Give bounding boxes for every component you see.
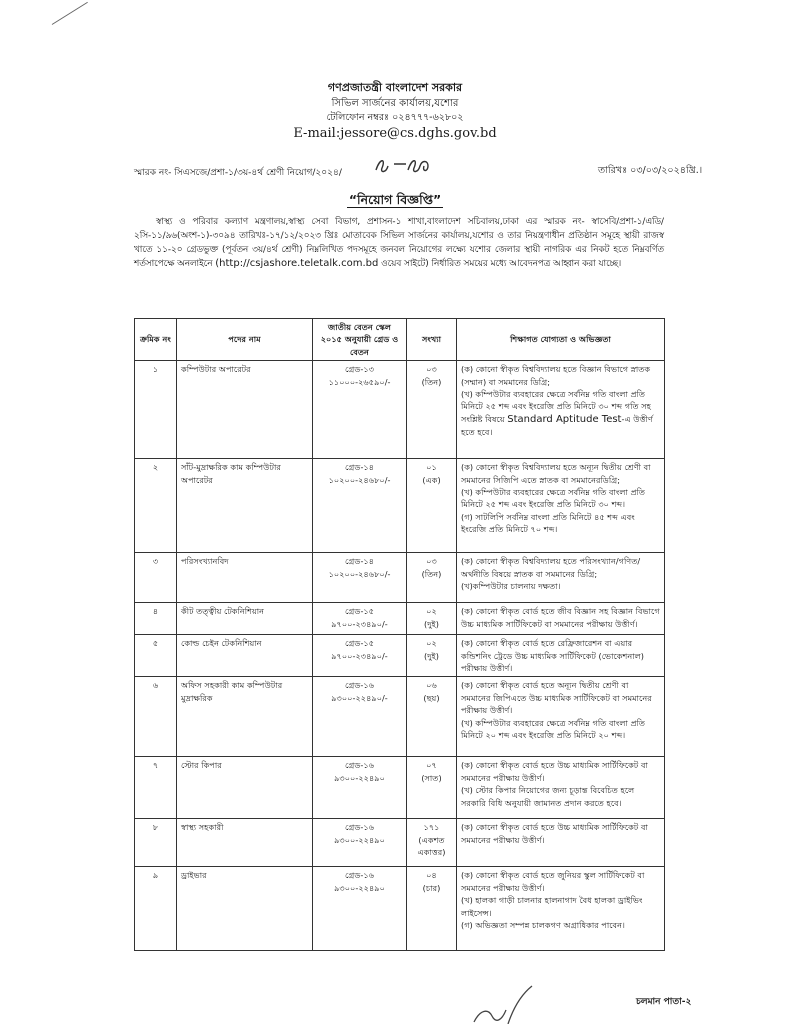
table-row <box>135 553 665 603</box>
pay-scale: ৯৭০০-২৩৪৯০/- <box>331 618 388 629</box>
table-row <box>135 757 665 819</box>
grade-label: গ্রেড-১৬ <box>344 680 375 691</box>
cell-grade <box>313 867 407 951</box>
cell-qualification <box>457 459 665 553</box>
cell-grade <box>313 553 407 603</box>
table-row <box>135 635 665 677</box>
qual-item: (খ) হালকা গাড়ী চালনার হালনাগাদ বৈধ হালকা ড্রাইভিং লাইসেন্স। <box>461 895 643 918</box>
count-words: (দুই) <box>424 618 439 629</box>
cell-qualification <box>457 603 665 635</box>
count-number: ০৭ <box>426 760 437 771</box>
cell-post: কীট তত্ত্বীয় টেকনিশিয়ান <box>177 603 313 635</box>
qual-item: (ক) কোনো স্বীকৃত বিশ্ববিদ্যালয় হতে পরিসংখ্যান/গণিত/অর্থনীতি বিষয়ে স্নাতক বা সমমানের ডিগ্রি; <box>461 556 641 579</box>
notice-title <box>0 192 790 212</box>
pay-scale: ৯৩০০-২২৪৯০ <box>334 882 385 893</box>
cell-count <box>407 603 457 635</box>
continued-page-note: চলমান পাতা-২ <box>636 997 692 1007</box>
cell-post: স্টোর কিপার <box>177 757 313 819</box>
grade-label: গ্রেড-১৫ <box>344 638 375 649</box>
count-words: (ছয়) <box>423 692 440 703</box>
qual-item: (খ) কম্পিউটার ব্যবহারের ক্ষেত্রে সর্বনিম্ন গতি বাংলা প্রতি মিনিটে ২৫ শব্দ এবং ইংরেজি প্রতি মিনিটে ৩০ শব্দ। <box>461 487 646 510</box>
cell-post: সাঁট-মুদ্রাক্ষরিক কাম কম্পিউটার অপারেটর <box>177 459 313 553</box>
table-row <box>135 361 665 459</box>
qual-item: (ক) কোনো স্বীকৃত বোর্ড হতে উচ্চ মাধ্যমিক সার্টিফিকেট বা সমমানের পরীক্ষায় উত্তীর্ণ। <box>461 822 648 845</box>
col-header-count: সংখ্যা <box>407 319 457 361</box>
office-phone: টেলিফোন নম্বরঃ ০২৪৭৭৭-৬২৮০২ <box>326 112 464 123</box>
cell-sl: ৪ <box>135 603 177 635</box>
govt-name: গণপ্রজাতন্ত্রী বাংলাদেশ সরকার <box>327 81 463 94</box>
table-row <box>135 603 665 635</box>
cell-sl: ২ <box>135 459 177 553</box>
grade-label: গ্রেড-১৫ <box>344 606 375 617</box>
intro-text: স্বাস্থ্য ও পরিবার কল্যাণ মন্ত্রণালয়,স্বাস্থ্য সেবা বিভাগ, প্রশাসন-১ শাখা,বাংলাদেশ সচিবালয়,ঢাকা এর স্মারক নং- স্বাসেবি/প্রশা-১/এডি/২সি-১১/৯৬(অংশ-১)-৩০৯৪ তারিখঃ-১৭/১২/২০২৩ খ্রিঃ মোতাবেক সিভিল সার্জনের কার্যালয়,যশোর ও তার নিয়ন্ত্রণাধীন প্রতিষ্ঠান সমূহে স্থায়ী রাজস্ব খাতে ১১-২০ গ্রেডভুক্ত (পূর্বতন ৩য়/৪র্থ শ্রেণী) নিম্নলিখিত পদসমূহে জনবল নিয়োগের লক্ষ্যে যশোর জেলার স্থায়ী নাগরিক এর নিকট হতে নিম্নবর্ণিত শর্তসাপেক্ষে অনলাইনে <box>134 217 664 269</box>
office-email: E-mail:jessore@cs.dghs.gov.bd <box>293 126 497 141</box>
qual-item: (ক) কোনো স্বীকৃত বোর্ড হতে অন্যূন দ্বিতীয় শ্রেণী বা সমমানের জিপিএতে উচ্চ মাধ্যমিক সার্টিফিকেট বা সমমানের পরীক্ষায় উত্তীর্ণ। <box>461 680 652 716</box>
count-number: ০২ <box>426 606 437 617</box>
qual-item: (ক) কোনো স্বীকৃত বোর্ড হতে জীব বিজ্ঞান সহ বিজ্ঞান বিভাগে উচ্চ মাধ্যমিক সার্টিফিকেট বা সমমানের পরীক্ষায় উত্তীর্ণ। <box>461 606 660 629</box>
cell-post: অফিস সহকারী কাম কম্পিউটার মুদ্রাক্ষরিক <box>177 677 313 757</box>
cell-sl: ৫ <box>135 635 177 677</box>
cell-qualification <box>457 553 665 603</box>
cell-count <box>407 819 457 867</box>
cell-count <box>407 677 457 757</box>
handwritten-memo-number <box>372 154 442 176</box>
pay-scale: ৯৩০০-২২৪৯০ <box>334 772 385 783</box>
grade-label: গ্রেড-১৬ <box>344 760 375 771</box>
count-number: ১৭১ <box>423 822 440 833</box>
cell-grade <box>313 459 407 553</box>
cell-qualification <box>457 677 665 757</box>
pay-scale: ১০২০০-২৪৬৮০/- <box>328 568 391 579</box>
cell-qualification <box>457 867 665 951</box>
count-number: ০৬ <box>426 680 437 691</box>
qual-item: (খ) কম্পিউটার ব্যবহারের ক্ষেত্রে সর্বনিম্ন গতি বাংলা প্রতি মিনিটে ২০ শব্দ এবং ইংরেজি প্রতি মিনিটে ২০ শব্দ। <box>461 717 646 741</box>
count-words: (এক) <box>422 474 441 485</box>
cell-sl: ৬ <box>135 677 177 757</box>
cell-grade <box>313 677 407 757</box>
cell-qualification <box>457 757 665 819</box>
cell-sl: ১ <box>135 361 177 459</box>
cell-qualification <box>457 361 665 459</box>
grade-label: গ্রেড-১৬ <box>344 870 375 881</box>
count-words: (চার) <box>422 882 441 893</box>
cell-grade <box>313 603 407 635</box>
cell-grade <box>313 635 407 677</box>
qual-item: (ক) কোনো স্বীকৃত বিশ্ববিদ্যালয় হতে অন্যূন দ্বিতীয় শ্রেণী বা সমমানের সিজিপি এতে স্নাতক বা সমমানেরডিগ্রি; <box>461 462 651 485</box>
intro-paragraph <box>134 215 664 271</box>
apply-url: (http://csjashore.teletalk.com.bd <box>215 258 379 269</box>
qual-item: (ক) কোনো স্বীকৃত বোর্ড হতে উচ্চ মাধ্যমিক সার্টিফিকেট বা সমমানের পরীক্ষায় উত্তীর্ণ। <box>461 760 648 783</box>
pen-stroke-mark <box>52 2 88 25</box>
cell-count <box>407 757 457 819</box>
memo-date: তারিখঃ ০৩/০৩/২০২৪খ্রি.। <box>598 165 703 176</box>
grade-label: গ্রেড-১৬ <box>344 822 375 833</box>
office-name: সিভিল সার্জনের কার্যালয়,যশোর <box>331 98 459 109</box>
qual-item: (ক) কোনো স্বীকৃত বোর্ড হতে রেফ্রিজারেশন বা এয়ার কন্ডিশনিং ট্রেডে উচ্চ মাধ্যমিক সার্টিফিকেট (ভোকেশনাল) পরীক্ষায় উত্তীর্ণ। <box>461 638 644 674</box>
count-words: (সাত) <box>421 772 442 783</box>
count-number: ০৩ <box>426 556 437 567</box>
grade-label: গ্রেড-১৪ <box>344 556 375 567</box>
cell-count <box>407 361 457 459</box>
count-number: ০৩ <box>426 364 437 375</box>
count-words: (দুই) <box>424 650 439 661</box>
col-header-sl: ক্রমিক নং <box>135 319 177 361</box>
cell-post: পরিসংখ্যানবিদ <box>177 553 313 603</box>
table-row <box>135 459 665 553</box>
cell-count <box>407 635 457 677</box>
memo-reference: স্মারক নং- সিএসজে/প্রশা-১/৩য়-৪র্থ শ্রেণী নিয়োগ/২০২৪/ <box>134 168 342 178</box>
cell-post: কোল্ড চেইন টেকনিশিয়ান <box>177 635 313 677</box>
grade-label: গ্রেড-১৪ <box>344 462 375 473</box>
grade-label: গ্রেড-১৩ <box>344 364 375 375</box>
count-words: (তিন) <box>421 376 442 387</box>
handwritten-signature <box>470 980 550 1024</box>
cell-grade <box>313 361 407 459</box>
intro-tail: ওয়েব সাইটে) নির্ধারিত সময়ের মধ্যে আবেদনপত্র আহ্বান করা যাচ্ছে। <box>381 259 622 269</box>
count-number: ০২ <box>426 638 437 649</box>
table-row <box>135 819 665 867</box>
qual-item: (খ)কম্পিউটার চালনায় দক্ষতা। <box>461 581 561 592</box>
cell-sl: ৮ <box>135 819 177 867</box>
cell-sl: ৩ <box>135 553 177 603</box>
qual-item: (খ) স্টোর কিপার নিয়োগের জন্য চূড়ান্ত বিবেচিত হলে সরকারি বিধি অনুযায়ী জামানত প্রদান করতে হবে। <box>461 785 635 808</box>
pay-scale: ৯৩০০-২২৪৯০/- <box>331 692 388 703</box>
count-number: ০১ <box>426 462 437 473</box>
col-header-grade: জাতীয় বেতন স্কেল ২০১৫ অনুযায়ী গ্রেড ও বেতন <box>313 319 407 361</box>
letterhead <box>0 80 790 143</box>
col-header-post: পদের নাম <box>177 319 313 361</box>
col-header-qualification: শিক্ষাগত যোগ্যতা ও অভিজ্ঞতা <box>457 319 665 361</box>
cell-grade <box>313 819 407 867</box>
qual-text: -এ উত্তীর্ণ হতে হবে। <box>461 413 653 438</box>
table-row <box>135 677 665 757</box>
cell-sl: ৯ <box>135 867 177 951</box>
cell-grade <box>313 757 407 819</box>
cell-qualification <box>457 635 665 677</box>
cell-sl: ৭ <box>135 757 177 819</box>
cell-count <box>407 867 457 951</box>
cell-count <box>407 459 457 553</box>
table-header-row <box>135 319 665 361</box>
qual-item <box>461 388 660 439</box>
qual-item: (গ) সাটলিপি সর্বনিম্ন বাংলা প্রতি মিনিটে ৪৫ শব্দ এবং ইংরেজি প্রতি মিনিটে ৭০ শব্দ। <box>461 511 635 535</box>
table-row <box>135 867 665 951</box>
cell-post: কম্পিউটার অপারেটর <box>177 361 313 459</box>
notice-title-text: “নিয়োগ বিজ্ঞপ্তি” <box>348 192 442 207</box>
cell-qualification <box>457 819 665 867</box>
qual-item: (ক) কোনো স্বীকৃত বিশ্ববিদ্যালয় হতে বিজ্ঞান বিভাগে স্নাতক (সম্মান) বা সমমানের ডিগ্রি; <box>461 364 651 387</box>
count-words: (একশত একাত্তর) <box>417 834 446 858</box>
qual-item: (ক) কোনো স্বীকৃত বোর্ড হতে জুনিয়র স্কুল সার্টিফিকেট বা সমমানের পরীক্ষায় উত্তীর্ণ। <box>461 870 645 893</box>
vacancy-table <box>134 318 665 951</box>
pay-scale: ১১০০০-২৬৫৯০/- <box>328 376 391 387</box>
count-number: ০৪ <box>426 870 437 881</box>
pay-scale: ৯৭০০-২৩৪৯০/- <box>331 650 388 661</box>
pay-scale: ১০২০০-২৪৬৮০/- <box>328 474 391 485</box>
pay-scale: ৯৩০০-২২৪৯০ <box>334 834 385 845</box>
cell-post: ড্রাইভার <box>177 867 313 951</box>
qual-test-name: Standard Aptitude Test <box>507 413 622 425</box>
qual-text: (খ) কম্পিউটার ব্যবহারের ক্ষেত্রে সর্বনিম্ন গতি বাংলা প্রতি মিনিটে ২৫ শব্দ এবং ইংরেজি প্রতি মিনিটে ৩০ শব্দ গতি সহ সংশ্লিষ্ট বিষয়ে <box>461 389 651 424</box>
cell-post: স্বাস্থ্য সহকারী <box>177 819 313 867</box>
count-words: (তিন) <box>421 568 442 579</box>
cell-count <box>407 553 457 603</box>
qual-item: (গ) অভিজ্ঞতা সম্পন্ন চালকগণ অগ্রাধিকার পাবেন। <box>461 920 625 931</box>
